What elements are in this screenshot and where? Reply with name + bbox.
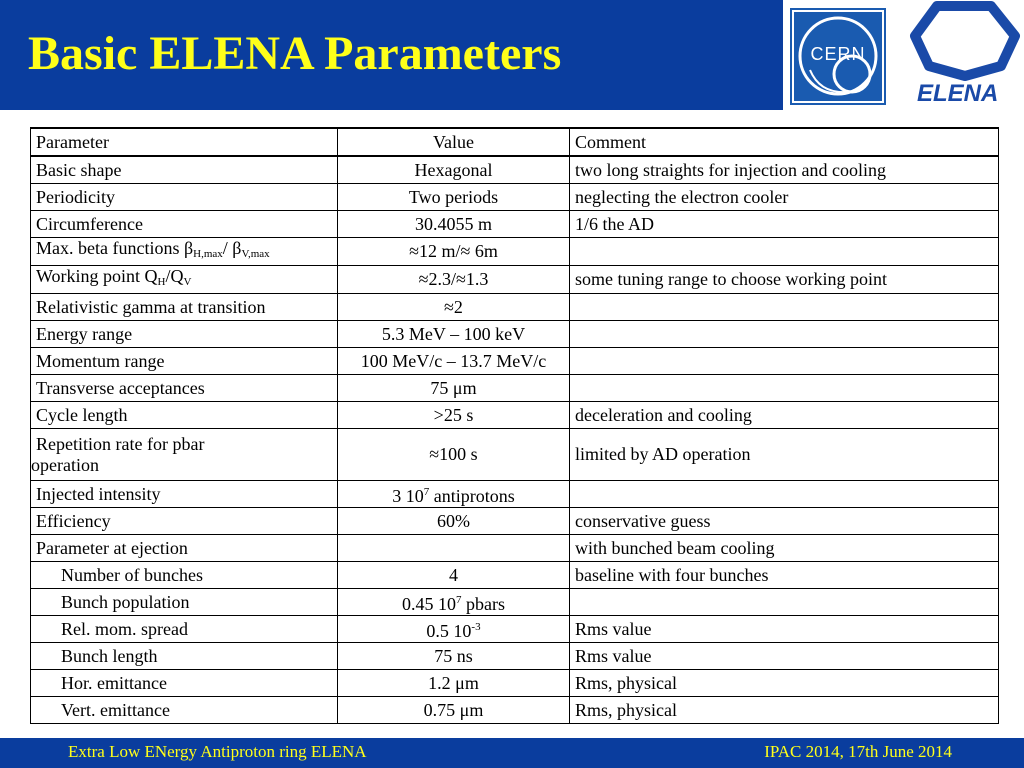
comment-cell: two long straights for injection and cooling [570,156,999,184]
value-cell: 75 μm [338,375,570,402]
cern-logo-text: CERN [810,44,866,64]
param-subscript: H,max [193,248,223,260]
header-value: Value [338,128,570,156]
value-cell: 75 ns [338,643,570,670]
parameters-table [30,127,999,724]
param-text: /Q [165,266,184,286]
comment-cell [570,321,999,348]
value-base: 3 10 [392,485,424,506]
param-text-line2: operation [31,454,99,475]
comment-cell: Rms value [570,643,999,670]
comment-cell: limited by AD operation [570,429,999,481]
value-exponent: 7 [456,593,462,606]
value-cell [338,535,570,562]
param-text: Max. beta functions β [36,238,194,258]
value-exponent: -3 [471,620,481,633]
comment-cell [570,589,999,616]
value-cell: 5.3 MeV – 100 keV [338,321,570,348]
table-row [31,211,999,238]
param-cell: Hor. emittance [31,670,338,697]
table-row [31,562,999,589]
comment-cell: deceleration and cooling [570,402,999,429]
value-cell [338,589,570,616]
value-base: 0.45 10 [402,593,456,614]
param-cell: Cycle length [31,402,338,429]
elena-logo [905,0,1024,110]
table-header-row [31,128,999,156]
param-text-line1: Repetition rate for pbar [36,433,205,454]
table-row [31,348,999,375]
value-cell: 60% [338,508,570,535]
value-cell: ≈100 s [338,429,570,481]
table-row [31,643,999,670]
table-row [31,184,999,211]
table-row [31,535,999,562]
comment-cell: conservative guess [570,508,999,535]
value-cell: 1.2 μm [338,670,570,697]
param-cell: Vert. emittance [31,697,338,724]
table-row [31,589,999,616]
cern-logo [790,8,886,105]
comment-cell: Rms, physical [570,670,999,697]
value-cell: ≈2 [338,294,570,321]
param-cell: Basic shape [31,156,338,184]
comment-cell [570,294,999,321]
value-cell: ≈2.3/≈1.3 [338,266,570,294]
param-cell: Rel. mom. spread [31,616,338,643]
param-cell [31,429,338,481]
param-cell: Relativistic gamma at transition [31,294,338,321]
param-cell [31,266,338,294]
header-parameter: Parameter [31,128,338,156]
footer-right-text: IPAC 2014, 17th June 2014 [764,742,952,761]
table-row [31,156,999,184]
value-cell: ≈12 m/≈ 6m [338,238,570,266]
table-row [31,697,999,724]
param-cell: Periodicity [31,184,338,211]
value-cell: 30.4055 m [338,211,570,238]
param-text: Working point Q [36,266,158,286]
table-row [31,238,999,266]
table-row [31,375,999,402]
table-row [31,266,999,294]
slide-footer [0,738,1024,768]
comment-cell: with bunched beam cooling [570,535,999,562]
comment-cell [570,238,999,266]
value-cell: Hexagonal [338,156,570,184]
comment-cell: Rms value [570,616,999,643]
comment-cell: some tuning range to choose working point [570,266,999,294]
table-row [31,616,999,643]
param-cell [31,238,338,266]
param-cell: Bunch population [31,589,338,616]
param-subscript: V [183,276,192,288]
comment-cell [570,348,999,375]
value-suffix: pbars [461,593,505,614]
elena-logo-text: ELENA [917,80,999,107]
comment-cell [570,375,999,402]
slide-title: Basic ELENA Parameters [28,27,562,80]
table-row [31,481,999,508]
value-cell: 4 [338,562,570,589]
param-cell: Transverse acceptances [31,375,338,402]
value-base: 0.5 10 [426,620,472,641]
param-cell: Injected intensity [31,481,338,508]
param-cell: Circumference [31,211,338,238]
comment-cell: baseline with four bunches [570,562,999,589]
table-row [31,670,999,697]
table-row [31,402,999,429]
comment-cell: Rms, physical [570,697,999,724]
value-suffix: antiprotons [429,485,515,506]
header-comment: Comment [570,128,999,156]
table-row [31,321,999,348]
value-cell [338,616,570,643]
param-subscript: H [157,276,166,288]
value-cell: 100 MeV/c – 13.7 MeV/c [338,348,570,375]
param-cell: Parameter at ejection [31,535,338,562]
param-cell: Number of bunches [31,562,338,589]
param-cell: Momentum range [31,348,338,375]
footer-left-text: Extra Low ENergy Antiproton ring ELENA [68,742,367,761]
table-row [31,294,999,321]
comment-cell: neglecting the electron cooler [570,184,999,211]
param-text: / β [222,238,242,258]
comment-cell: 1/6 the AD [570,211,999,238]
header-band [0,0,783,110]
value-cell: Two periods [338,184,570,211]
param-cell: Efficiency [31,508,338,535]
slide-header [0,0,1024,110]
value-cell: >25 s [338,402,570,429]
value-cell: 0.75 μm [338,697,570,724]
table-row [31,429,999,481]
table-row [31,508,999,535]
comment-cell [570,481,999,508]
value-exponent: 7 [423,485,430,498]
value-cell [338,481,570,508]
param-cell: Energy range [31,321,338,348]
param-cell: Bunch length [31,643,338,670]
param-subscript: V,max [241,248,270,260]
